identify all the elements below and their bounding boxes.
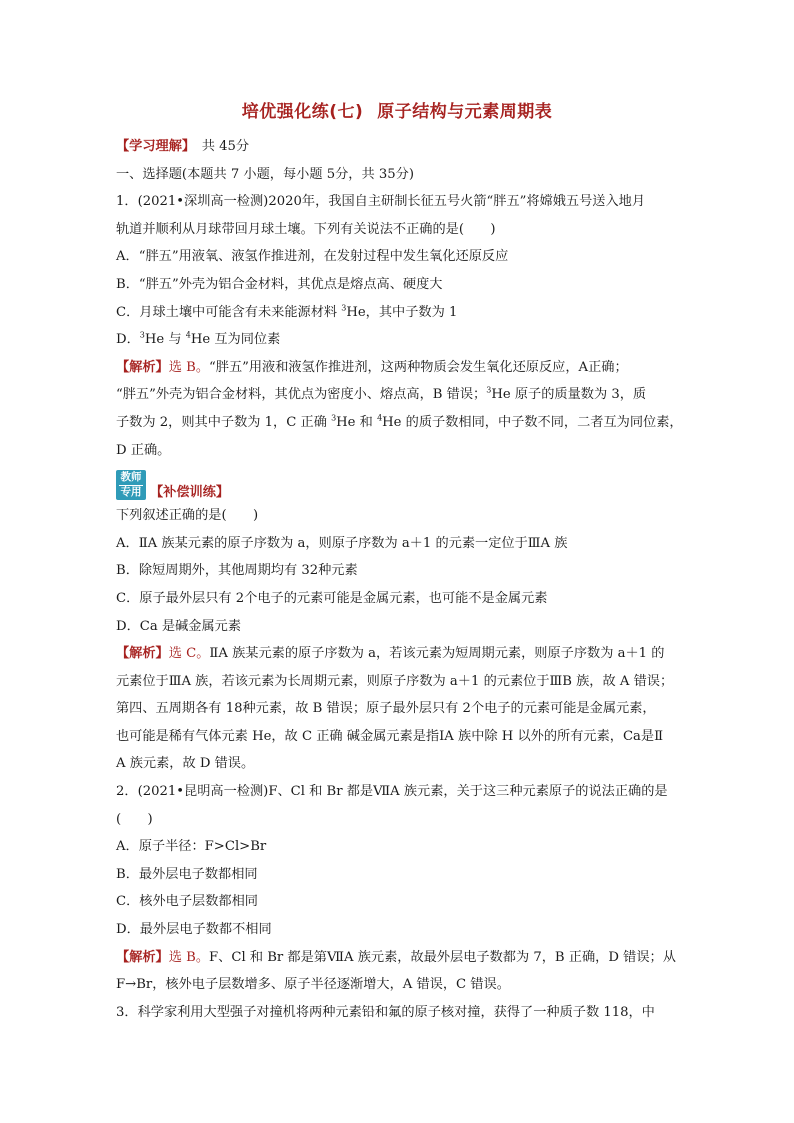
- q1-stem-line1: 1．(2021•深圳高一检测)2020年，我国自主研制长征五号火箭“胖五”将嫦娥五号送入地月: [116, 194, 646, 210]
- q1-answer-line1: 【解析】选 B。“胖五”用液和液氢作推进剂，这两种物质会发生氧化还原反应，A正确；: [116, 359, 628, 375]
- q1-stem-line2: 轨道并顺利从月球带回月球土壤。下列有关说法不正确的是( ): [116, 221, 496, 237]
- score-line: [116, 133, 682, 161]
- q2-answer-line1: 【解析】选 B。F、Cl 和 Br 都是第ⅦA 族元素，故最外层电子数都为 7，B 正确，D 错误；从: [116, 949, 676, 965]
- supp-option-b: B．除短周期外，其他周期均有 32种元素: [116, 563, 358, 579]
- teacher-section-header: [116, 470, 682, 500]
- supp-stem: 下列叙述正确的是( ): [116, 508, 259, 524]
- page-title: [0, 97, 794, 122]
- supp-option-c: C．原子最外层只有 2个电子的元素可能是金属元素，也可能不是金属元素: [116, 590, 548, 606]
- supp-answer-line4: 也可能是稀有气体元素 He，故 C 正确 碱金属元素是指ⅠA 族中除 H 以外的所有元素，Ca是Ⅱ: [116, 728, 664, 744]
- score-tag: 【学习理解】: [116, 139, 189, 154]
- teacher-only-badge-icon: 教师 专用: [116, 470, 146, 500]
- q2-option-a: A．原子半径：F>Cl>Br: [116, 839, 267, 855]
- content: [116, 133, 682, 1026]
- q2-option-b: B．最外层电子数都相同: [116, 866, 258, 882]
- supp-option-a: A．ⅡA 族某元素的原子序数为 a，则原子序数为 a＋1 的元素一定位于ⅢA 族: [116, 535, 568, 551]
- q1-answer-line4: D 正确。: [116, 442, 171, 458]
- q2-stem-line1: 2．(2021•昆明高一检测)F、Cl 和 Br 都是ⅦA 族元素，关于这三种元素原子的说法正确的是: [116, 784, 668, 800]
- supp-tag: 【补偿训练】: [150, 485, 230, 501]
- title-part2: 原子结构与元素周期表: [377, 102, 553, 122]
- q1-option-d: D．$^3$He 与 $^4$He 互为同位素: [116, 330, 281, 348]
- q1-option-b: B．“胖五”外壳为铝合金材料，其优点是熔点高、硬度大: [116, 276, 443, 292]
- q1-option-a: A．“胖五”用液氧、液氢作推进剂，在发射过程中发生氧化还原反应: [116, 249, 509, 265]
- q1-answer-line2: “胖五”外壳为铝合金材料，其优点为密度小、熔点高，B 错误；$^3$He 原子的质量数为 3，质: [116, 385, 647, 403]
- q2-option-d: D．最外层电子数都不相同: [116, 922, 272, 938]
- supp-answer-line5: A 族元素，故 D 错误。: [116, 756, 255, 772]
- q3-stem-line1: 3．科学家利用大型强子对撞机将两种元素铅和氟的原子核对撞，获得了一种质子数 118，中: [116, 1004, 655, 1020]
- q2-stem-line2: ( ): [116, 811, 153, 827]
- q1-option-c: C．月球土壤中可能含有未来能源材料 $^3$He，其中子数为 1: [116, 303, 458, 320]
- supp-option-d: D．Ca 是碱金属元素: [116, 618, 242, 634]
- supp-answer-line2: 元素位于ⅢA 族，若该元素为长周期元素，则原子序数为 a＋1 的元素位于ⅢB 族，故 A 错误；: [116, 673, 674, 689]
- q1-answer-line3: 子数为 2，则其中子数为 1，C 正确 $^3$He 和 $^4$He 的质子数相同，中子数不同，二者互为同位素，: [116, 413, 683, 430]
- score-text: 共 45分: [188, 139, 250, 154]
- q2-answer-line2: F→Br，核外电子层数增多、原子半径逐渐增大，A 错误，C 错误。: [116, 977, 510, 993]
- q2-option-c: C．核外电子层数都相同: [116, 894, 258, 910]
- title-part1: 培优强化练(七): [241, 102, 364, 122]
- supp-answer-line1: 【解析】选 C。ⅡA 族某元素的原子序数为 a，若该元素为短周期元素，则原子序数为 a＋1 的: [116, 646, 665, 662]
- supp-answer-line3: 第四、五周期各有 18种元素，故 B 错误；原子最外层只有 2个电子的元素可能是金属元素，: [116, 701, 656, 717]
- section-heading: 一、选择题(本题共 7 小题，每小题 5分，共 35分): [116, 166, 414, 182]
